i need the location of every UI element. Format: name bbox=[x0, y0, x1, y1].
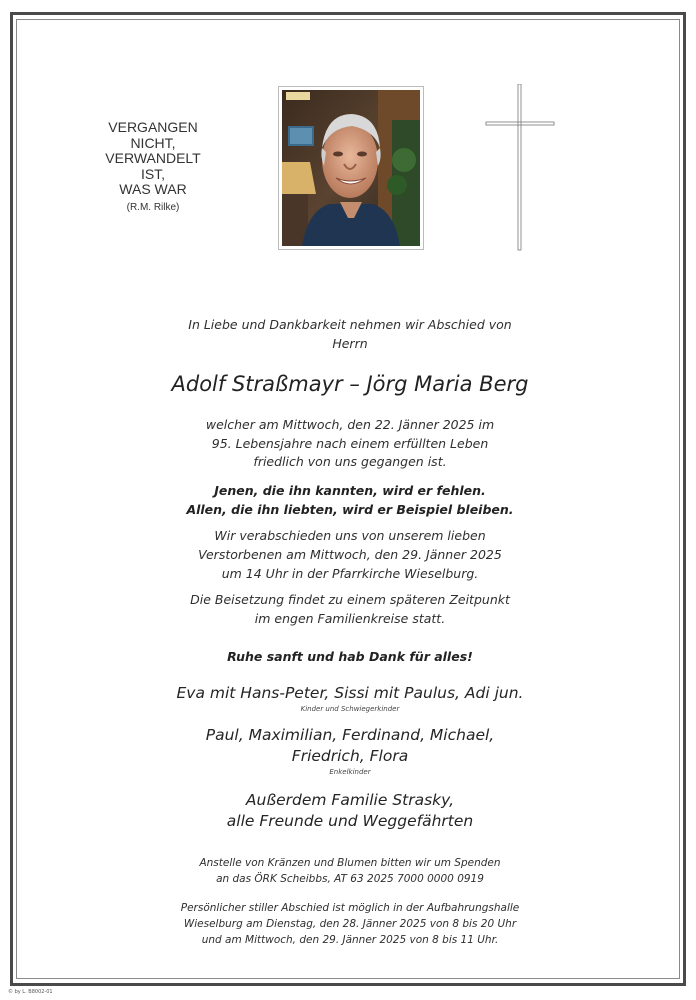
donation-line: an das ÖRK Scheibbs, AT 63 2025 7000 0000 0919 bbox=[216, 873, 484, 885]
others-line: alle Freunde und Weggefährten bbox=[226, 812, 474, 830]
rest-in-peace-line: Ruhe sanft und hab Dank für alles! bbox=[227, 649, 473, 664]
death-notice bbox=[50, 416, 650, 472]
donation-line: Anstelle von Kränzen und Blumen bitten wir um Spenden bbox=[199, 857, 501, 869]
quote-author: (R.M. Rilke) bbox=[126, 201, 180, 213]
grandchildren-names: Paul, Maximilian, Ferdinand, Michael, bbox=[205, 726, 495, 744]
viewing-line: und am Mittwoch, den 29. Jänner 2025 von 8 bis 11 Uhr. bbox=[201, 934, 499, 946]
grandchildren-role: Enkelkinder bbox=[329, 768, 371, 776]
intro-line: Herrn bbox=[332, 336, 368, 351]
children-role: Kinder und Schwiegerkinder bbox=[300, 705, 400, 713]
quote-line: IST, bbox=[140, 165, 166, 182]
quote-line: VERGANGEN bbox=[108, 119, 198, 135]
remembrance-text bbox=[50, 481, 650, 519]
deceased-name: Adolf Straßmayr – Jörg Maria Berg bbox=[171, 372, 529, 396]
grandchildren-block bbox=[50, 725, 650, 777]
footer-code: © by L. B8002-01 bbox=[8, 989, 53, 995]
quote-line: VERWANDELT bbox=[105, 150, 201, 166]
remembrance-line: Allen, die ihn liebten, wird er Beispiel bleiben. bbox=[186, 502, 514, 517]
others-block bbox=[50, 790, 650, 832]
funeral-line: Verstorbenen am Mittwoch, den 29. Jänner 2025 bbox=[198, 547, 502, 562]
quote-line: WAS WAR bbox=[119, 181, 187, 197]
portrait-photo bbox=[278, 86, 424, 250]
death-notice-line: 95. Lebensjahre nach einem erfüllten Leben bbox=[211, 435, 489, 451]
donation-text bbox=[50, 855, 650, 887]
death-notice-line: welcher am Mittwoch, den 22. Jänner 2025 im bbox=[205, 417, 495, 432]
children-block bbox=[50, 683, 650, 714]
grandchildren-names: Friedrich, Flora bbox=[291, 747, 409, 765]
funeral-line: Wir verabschieden uns von unserem lieben bbox=[214, 528, 486, 543]
burial-line: Die Beisetzung findet zu einem späteren Zeitpunkt bbox=[190, 592, 510, 607]
funeral-text bbox=[50, 526, 650, 583]
children-names: Eva mit Hans-Peter, Sissi mit Paulus, Adi jun. bbox=[176, 684, 524, 702]
intro-line: In Liebe und Dankbarkeit nehmen wir Abschied von bbox=[188, 317, 512, 332]
others-line: Außerdem Familie Strasky, bbox=[245, 791, 455, 809]
viewing-line: Persönlicher stiller Abschied ist möglich in der Aufbahrungshalle bbox=[180, 902, 520, 914]
burial-line: im engen Familienkreise statt. bbox=[254, 611, 446, 626]
viewing-text bbox=[50, 900, 650, 948]
quote-line: NICHT, bbox=[130, 134, 176, 151]
remembrance-line: Jenen, die ihn kannten, wird er fehlen. bbox=[214, 483, 486, 498]
rilke-quote bbox=[98, 120, 208, 215]
cross-icon bbox=[484, 84, 560, 254]
burial-text bbox=[50, 590, 650, 628]
portrait-image bbox=[282, 90, 420, 246]
viewing-line: Wieselburg am Dienstag, den 28. Jänner 2025 von 8 bis 20 Uhr bbox=[183, 918, 517, 930]
intro-text bbox=[50, 315, 650, 353]
death-notice-line: friedlich von uns gegangen ist. bbox=[253, 454, 447, 469]
funeral-line: um 14 Uhr in der Pfarrkirche Wieselburg. bbox=[221, 566, 479, 581]
